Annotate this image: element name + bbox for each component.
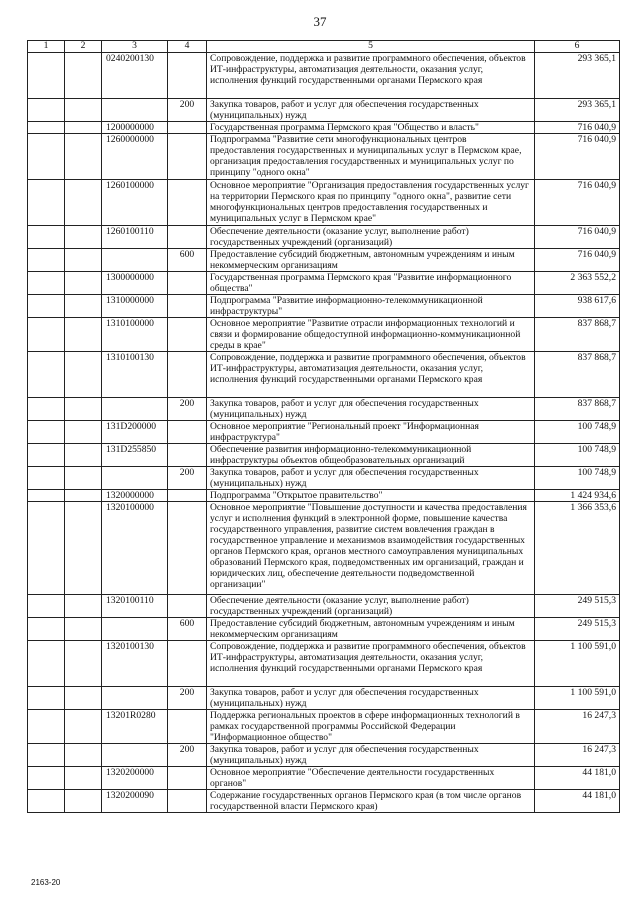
cell-col-1	[28, 467, 65, 490]
row-amount: 837 868,7	[535, 318, 620, 352]
row-description: Закупка товаров, работ и услуг для обеспечения государственных (муниципальных) нужд	[207, 744, 535, 767]
expense-type-code	[168, 790, 207, 813]
expense-type-code	[168, 502, 207, 595]
row-description: Основное мероприятие "Повышение доступности и качества предоставления услуг и исполнения функций в электронной форме, повышение качества государственного управления, развитие систем вовлечения граждан в государственное управление и механизмов взаимодействия государственных органов Пермского края, органов местного самоуправления муниципальных образований Пермского края, подведомственных им организаций, граждан и юридических лиц, обеспечение деятельности подведомственной организации"	[207, 502, 535, 595]
row-amount: 1 366 353,6	[535, 502, 620, 595]
expense-type-code	[168, 641, 207, 687]
cell-col-1	[28, 53, 65, 99]
cell-col-1	[28, 226, 65, 249]
cell-col-1	[28, 295, 65, 318]
cell-col-2	[65, 180, 102, 226]
expense-type-code: 600	[168, 249, 207, 272]
table-row	[28, 134, 620, 180]
cell-col-1	[28, 99, 65, 122]
row-amount: 16 247,3	[535, 744, 620, 767]
expense-type-code	[168, 295, 207, 318]
row-amount: 938 617,6	[535, 295, 620, 318]
row-amount: 44 181,0	[535, 790, 620, 813]
cell-col-1	[28, 134, 65, 180]
expense-type-code	[168, 710, 207, 744]
row-description: Основное мероприятие "Организация предоставления государственных услуг на территории Пермского края по принципу "одного окна", развитие сети многофункциональных центров предоставления государственных и муниципальных услуг в Пермском крае"	[207, 180, 535, 226]
target-article-code: 1310100130	[102, 352, 168, 398]
target-article-code	[102, 687, 168, 710]
table-row	[28, 790, 620, 813]
target-article-code: 1310000000	[102, 295, 168, 318]
target-article-code: 1310100000	[102, 318, 168, 352]
target-article-code: 1320100110	[102, 595, 168, 618]
row-amount: 716 040,9	[535, 249, 620, 272]
table-row	[28, 744, 620, 767]
row-description: Сопровождение, поддержка и развитие программного обеспечения, объектов ИТ-инфраструктуры, автоматизация деятельности, оказания услуг, исполнения функций государственными органами Пермского края	[207, 53, 535, 99]
cell-col-1	[28, 318, 65, 352]
row-description: Закупка товаров, работ и услуг для обеспечения государственных (муниципальных) нужд	[207, 398, 535, 421]
budget-table-wrapper	[27, 40, 619, 813]
row-description: Подпрограмма "Развитие сети многофункциональных центров предоставления государственных и муниципальных услуг в Пермском крае, организация предоставления государственных и муниципальных услуг по принципу "одного окна"	[207, 134, 535, 180]
cell-col-1	[28, 352, 65, 398]
row-amount: 837 868,7	[535, 398, 620, 421]
target-article-code: 1320200090	[102, 790, 168, 813]
expense-type-code	[168, 53, 207, 99]
cell-col-1	[28, 744, 65, 767]
cell-col-1	[28, 790, 65, 813]
target-article-code	[102, 398, 168, 421]
expense-type-code: 600	[168, 618, 207, 641]
cell-col-2	[65, 744, 102, 767]
row-description: Основное мероприятие "Развитие отрасли информационных технологий и связи и формирование общедоступной информационно-коммуникационной среды в крае"	[207, 318, 535, 352]
header-col-1: 1	[28, 41, 65, 53]
cell-col-1	[28, 421, 65, 444]
cell-col-1	[28, 444, 65, 467]
cell-col-2	[65, 53, 102, 99]
expense-type-code	[168, 444, 207, 467]
target-article-code	[102, 744, 168, 767]
cell-col-1	[28, 180, 65, 226]
row-amount: 293 365,1	[535, 53, 620, 99]
row-amount: 716 040,9	[535, 122, 620, 134]
cell-col-1	[28, 272, 65, 295]
row-description: Обеспечение развития информационно-телекоммуникационной инфраструктуры объектов общеобразовательных организаций	[207, 444, 535, 467]
table-row	[28, 318, 620, 352]
expense-type-code: 200	[168, 467, 207, 490]
target-article-code	[102, 618, 168, 641]
row-amount: 2 363 552,2	[535, 272, 620, 295]
target-article-code: 1300000000	[102, 272, 168, 295]
row-amount: 1 424 934,6	[535, 490, 620, 502]
cell-col-2	[65, 352, 102, 398]
table-row	[28, 490, 620, 502]
row-amount: 16 247,3	[535, 710, 620, 744]
row-amount: 837 868,7	[535, 352, 620, 398]
cell-col-2	[65, 226, 102, 249]
row-description: Содержание государственных органов Пермского края (в том числе органов государственной власти Пермского края)	[207, 790, 535, 813]
row-description: Основное мероприятие "Обеспечение деятельности государственных органов"	[207, 767, 535, 790]
target-article-code: 1320000000	[102, 490, 168, 502]
header-col-5: 5	[207, 41, 535, 53]
target-article-code	[102, 467, 168, 490]
cell-col-2	[65, 767, 102, 790]
target-article-code: 1260100000	[102, 180, 168, 226]
row-description: Предоставление субсидий бюджетным, автономным учреждениям и иным некоммерческим организациям	[207, 249, 535, 272]
cell-col-2	[65, 467, 102, 490]
row-description: Подпрограмма "Открытое правительство"	[207, 490, 535, 502]
table-row	[28, 421, 620, 444]
cell-col-2	[65, 444, 102, 467]
table-row	[28, 249, 620, 272]
expense-type-code: 200	[168, 687, 207, 710]
header-col-2: 2	[65, 41, 102, 53]
table-row	[28, 226, 620, 249]
target-article-code: 0240200130	[102, 53, 168, 99]
table-row	[28, 710, 620, 744]
cell-col-1	[28, 249, 65, 272]
table-row	[28, 467, 620, 490]
expense-type-code	[168, 134, 207, 180]
cell-col-2	[65, 595, 102, 618]
table-row	[28, 767, 620, 790]
cell-col-2	[65, 272, 102, 295]
cell-col-1	[28, 398, 65, 421]
header-col-6: 6	[535, 41, 620, 53]
target-article-code: 1260100110	[102, 226, 168, 249]
expense-type-code	[168, 767, 207, 790]
row-amount: 293 365,1	[535, 99, 620, 122]
table-row	[28, 444, 620, 467]
cell-col-2	[65, 295, 102, 318]
row-amount: 1 100 591,0	[535, 641, 620, 687]
cell-col-2	[65, 249, 102, 272]
cell-col-2	[65, 710, 102, 744]
expense-type-code: 200	[168, 744, 207, 767]
cell-col-2	[65, 641, 102, 687]
target-article-code: 1260000000	[102, 134, 168, 180]
cell-col-2	[65, 134, 102, 180]
row-description: Подпрограмма "Развитие информационно-телекоммуникационной инфраструктуры"	[207, 295, 535, 318]
cell-col-2	[65, 398, 102, 421]
table-row	[28, 502, 620, 595]
row-description: Государственная программа Пермского края "Развитие информационного общества"	[207, 272, 535, 295]
expense-type-code	[168, 180, 207, 226]
cell-col-2	[65, 318, 102, 352]
target-article-code: 13201R0280	[102, 710, 168, 744]
cell-col-1	[28, 490, 65, 502]
row-amount: 100 748,9	[535, 444, 620, 467]
table-row	[28, 641, 620, 687]
cell-col-1	[28, 502, 65, 595]
table-row	[28, 687, 620, 710]
target-article-code: 1320100000	[102, 502, 168, 595]
cell-col-1	[28, 710, 65, 744]
row-description: Государственная программа Пермского края "Общество и власть"	[207, 122, 535, 134]
row-amount: 716 040,9	[535, 226, 620, 249]
header-col-3: 3	[102, 41, 168, 53]
row-amount: 249 515,3	[535, 618, 620, 641]
expense-type-code	[168, 122, 207, 134]
row-description: Обеспечение деятельности (оказание услуг, выполнение работ) государственных учреждений (организаций)	[207, 226, 535, 249]
target-article-code: 1320200000	[102, 767, 168, 790]
row-description: Закупка товаров, работ и услуг для обеспечения государственных (муниципальных) нужд	[207, 687, 535, 710]
row-amount: 44 181,0	[535, 767, 620, 790]
table-row	[28, 122, 620, 134]
header-col-4: 4	[168, 41, 207, 53]
cell-col-2	[65, 618, 102, 641]
table-row	[28, 180, 620, 226]
cell-col-1	[28, 122, 65, 134]
cell-col-2	[65, 99, 102, 122]
target-article-code: 1320100130	[102, 641, 168, 687]
row-description: Обеспечение деятельности (оказание услуг, выполнение работ) государственных учреждений (организаций)	[207, 595, 535, 618]
row-amount: 1 100 591,0	[535, 687, 620, 710]
table-row	[28, 99, 620, 122]
row-description: Сопровождение, поддержка и развитие программного обеспечения, объектов ИТ-инфраструктуры, автоматизация деятельности, оказания услуг, исполнения функций государственными органами Пермского края	[207, 641, 535, 687]
target-article-code	[102, 99, 168, 122]
expense-type-code	[168, 318, 207, 352]
row-description: Сопровождение, поддержка и развитие программного обеспечения, объектов ИТ-инфраструктуры, автоматизация деятельности, оказания услуг, исполнения функций государственными органами Пермского края	[207, 352, 535, 398]
row-description: Предоставление субсидий бюджетным, автономным учреждениям и иным некоммерческим организациям	[207, 618, 535, 641]
expense-type-code	[168, 490, 207, 502]
expense-type-code: 200	[168, 398, 207, 421]
table-row	[28, 352, 620, 398]
page-number: 37	[313, 14, 327, 29]
cell-col-2	[65, 790, 102, 813]
row-description: Основное мероприятие "Региональный проект "Информационная инфраструктура"	[207, 421, 535, 444]
expense-type-code	[168, 226, 207, 249]
cell-col-2	[65, 421, 102, 444]
expense-type-code: 200	[168, 99, 207, 122]
table-row	[28, 295, 620, 318]
expense-type-code	[168, 421, 207, 444]
cell-col-1	[28, 767, 65, 790]
table-row	[28, 618, 620, 641]
row-amount: 716 040,9	[535, 180, 620, 226]
cell-col-2	[65, 490, 102, 502]
cell-col-1	[28, 687, 65, 710]
row-amount: 100 748,9	[535, 421, 620, 444]
expense-type-code	[168, 352, 207, 398]
target-article-code: 131D255850	[102, 444, 168, 467]
expense-type-code	[168, 272, 207, 295]
row-description: Закупка товаров, работ и услуг для обеспечения государственных (муниципальных) нужд	[207, 467, 535, 490]
row-description: Закупка товаров, работ и услуг для обеспечения государственных (муниципальных) нужд	[207, 99, 535, 122]
row-description: Поддержка региональных проектов в сфере информационных технологий в рамках государственной программы Российской Федерации "Информационное общество"	[207, 710, 535, 744]
row-amount: 100 748,9	[535, 467, 620, 490]
cell-col-2	[65, 122, 102, 134]
row-amount: 716 040,9	[535, 134, 620, 180]
cell-col-1	[28, 618, 65, 641]
target-article-code: 131D200000	[102, 421, 168, 444]
target-article-code	[102, 249, 168, 272]
target-article-code: 1200000000	[102, 122, 168, 134]
table-row	[28, 53, 620, 99]
table-row	[28, 595, 620, 618]
document-code: 2163-20	[31, 878, 61, 887]
cell-col-2	[65, 687, 102, 710]
cell-col-2	[65, 502, 102, 595]
cell-col-1	[28, 641, 65, 687]
table-row	[28, 398, 620, 421]
row-amount: 249 515,3	[535, 595, 620, 618]
expense-type-code	[168, 595, 207, 618]
cell-col-1	[28, 595, 65, 618]
budget-table	[27, 40, 620, 813]
header-row	[28, 41, 620, 53]
table-row	[28, 272, 620, 295]
